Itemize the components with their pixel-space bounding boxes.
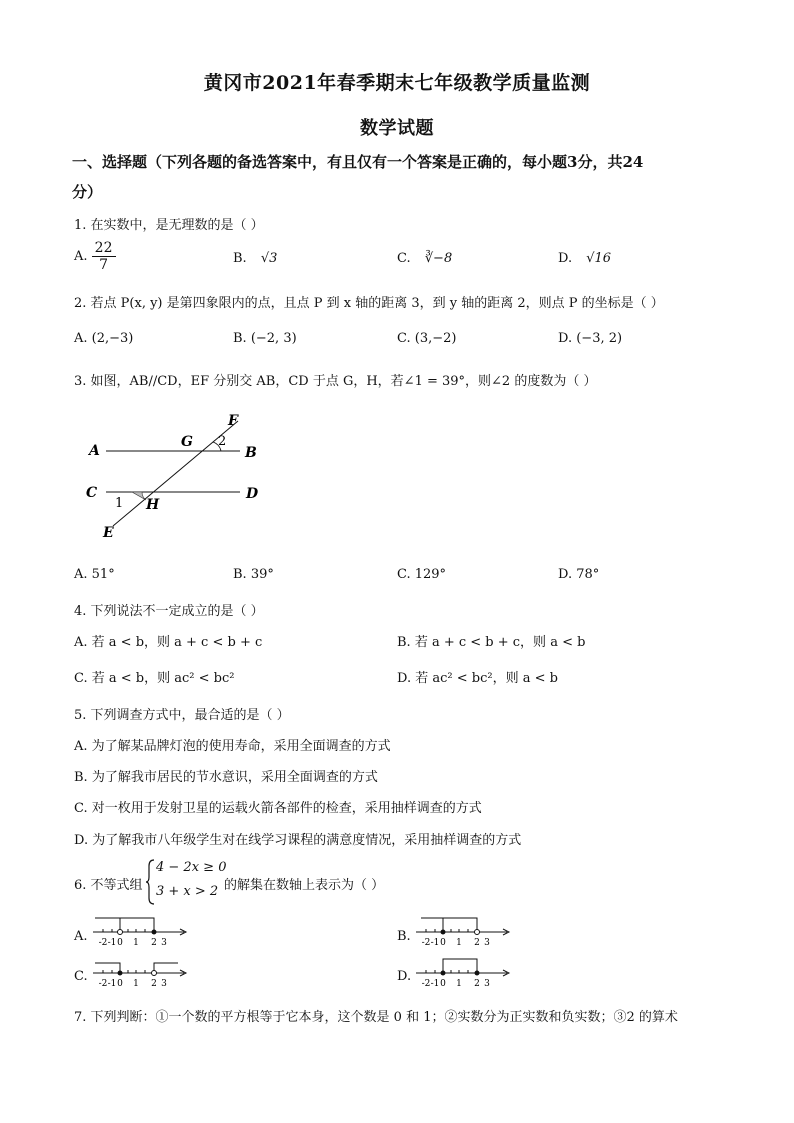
q1-a-numerator: 22: [92, 240, 116, 257]
q1-option-a: [74, 240, 116, 273]
q4-option-a: A. 若 a < b，则 a + c < b + c: [74, 635, 263, 650]
tick-label: 3: [484, 938, 490, 948]
angle-1-label: 1: [115, 496, 124, 511]
tick-label: -2: [98, 979, 108, 989]
tick-label: 1: [456, 938, 462, 948]
section-heading: 一、选择题（下列各题的备选答案中，有且仅有一个答案是正确的，每小题3分，共24: [72, 153, 644, 171]
tick-label: 1: [133, 979, 139, 989]
q1-d-label: D.: [558, 251, 573, 266]
q1-c-value: ∛−8: [424, 251, 453, 266]
point-d-label: D: [246, 486, 259, 502]
tick-label: -2: [98, 938, 108, 948]
tick-label: 3: [484, 979, 490, 989]
q3-option-a: A. 51°: [74, 567, 115, 582]
q6-stem-after: 的解集在数轴上表示为（ ）: [224, 878, 385, 893]
q3-option-d: D. 78°: [558, 567, 600, 582]
q2-option-b: B. (−2, 3): [233, 331, 297, 346]
q1-stem: 1. 在实数中，是无理数的是（ ）: [74, 218, 264, 233]
q1-c-label: C.: [397, 251, 411, 266]
q6-c-label: C.: [74, 969, 88, 984]
q1-a-fraction: [92, 240, 116, 273]
q4-stem: 4. 下列说法不一定成立的是（ ）: [74, 604, 264, 619]
q6-numberline-d: [413, 953, 513, 993]
tick-label: 1: [133, 938, 139, 948]
q3-option-b: B. 39°: [233, 567, 274, 582]
q2-option-d: D. (−3, 2): [558, 331, 623, 346]
point-b-label: B: [245, 445, 257, 461]
q5-stem: 5. 下列调查方式中，最合适的是（ ）: [74, 708, 290, 723]
tick-label: 3: [161, 979, 167, 989]
q3-stem: 3. 如图，AB//CD，EF 分别交 AB，CD 于点 G，H，若∠1 = 39°，则∠2 的度数为（ ）: [74, 374, 597, 389]
q6-d-label: D.: [397, 969, 412, 984]
q6-numberline-a: [90, 910, 190, 950]
tick-label: 2: [151, 979, 157, 989]
angle-1-shade: [132, 492, 146, 500]
page-title: 黄冈市2021年春季期末七年级教学质量监测: [203, 72, 591, 94]
tick-label: 0: [440, 938, 446, 948]
q5-option-d: D. 为了解我市八年级学生对在线学习课程的满意度情况，采用抽样调查的方式: [74, 833, 522, 848]
q4-option-d: D. 若 ac² < bc²，则 a < b: [397, 671, 558, 686]
tick-label: 2: [151, 938, 157, 948]
point-e-label: E: [103, 525, 114, 541]
q4-option-c: C. 若 a < b，则 ac² < bc²: [74, 671, 235, 686]
tick-label: 2: [474, 979, 480, 989]
q1-b-label: B.: [233, 251, 247, 266]
q1-option-d: [558, 251, 611, 266]
point-h-label: H: [146, 497, 160, 513]
point-f-label: F: [228, 413, 238, 429]
point-a-label: A: [89, 443, 100, 459]
tick-label: -2: [421, 979, 431, 989]
q2-option-a: A. (2,−3): [74, 331, 134, 346]
q6-inequality-1: 4 − 2x ≥ 0: [156, 860, 227, 875]
tick-label: -1: [107, 979, 117, 989]
q1-d-value: √16: [586, 251, 612, 266]
tick-label: 1: [456, 979, 462, 989]
q4-option-b: B. 若 a + c < b + c，则 a < b: [397, 635, 586, 650]
q6-b-label: B.: [397, 929, 411, 944]
tick-label: 2: [474, 938, 480, 948]
q6-inequality-2: 3 + x > 2: [156, 884, 219, 899]
q7-stem: 7. 下列判断：①一个数的平方根等于它本身，这个数是 0 和 1；②实数分为正实数和负实数；③2 的算术: [74, 1010, 678, 1025]
tick-label: -1: [430, 938, 440, 948]
q1-b-value: √3: [260, 251, 278, 266]
q2-stem: 2. 若点 P(x, y) 是第四象限内的点，且点 P 到 x 轴的距离 3，到 y 轴的距离 2，则点 P 的坐标是（ ）: [74, 296, 664, 311]
q5-option-c: C. 对一枚用于发射卫星的运载火箭各部件的检查，采用抽样调查的方式: [74, 801, 482, 816]
page-subtitle: 数学试题: [360, 118, 434, 139]
tick-label: -2: [421, 938, 431, 948]
q3-option-c: C. 129°: [397, 567, 447, 582]
tick-label: 0: [440, 979, 446, 989]
tick-label: 0: [117, 979, 123, 989]
q1-option-c: [397, 251, 452, 266]
q6-numberline-b: [413, 910, 513, 950]
q6-stem-before: 6. 不等式组: [74, 878, 143, 893]
q3-geometry-figure: [80, 408, 280, 543]
angle-2-label: 2: [218, 434, 227, 449]
tick-label: -1: [430, 979, 440, 989]
q5-option-b: B. 为了解我市居民的节水意识，采用全面调查的方式: [74, 770, 378, 785]
q1-a-label: A.: [74, 249, 88, 264]
q5-option-a: A. 为了解某品牌灯泡的使用寿命，采用全面调查的方式: [74, 739, 391, 754]
q1-option-b: [233, 251, 277, 266]
point-g-label: G: [181, 434, 193, 450]
point-c-label: C: [86, 485, 98, 501]
tick-label: 3: [161, 938, 167, 948]
q1-a-denominator: 7: [99, 257, 109, 273]
q2-option-c: C. (3,−2): [397, 331, 457, 346]
q6-numberline-c: [90, 953, 190, 993]
q6-system-brace: [146, 858, 156, 906]
q6-a-label: A.: [74, 929, 88, 944]
tick-label: -1: [107, 938, 117, 948]
tick-label: 0: [117, 938, 123, 948]
section-heading-cont: 分）: [72, 183, 103, 201]
